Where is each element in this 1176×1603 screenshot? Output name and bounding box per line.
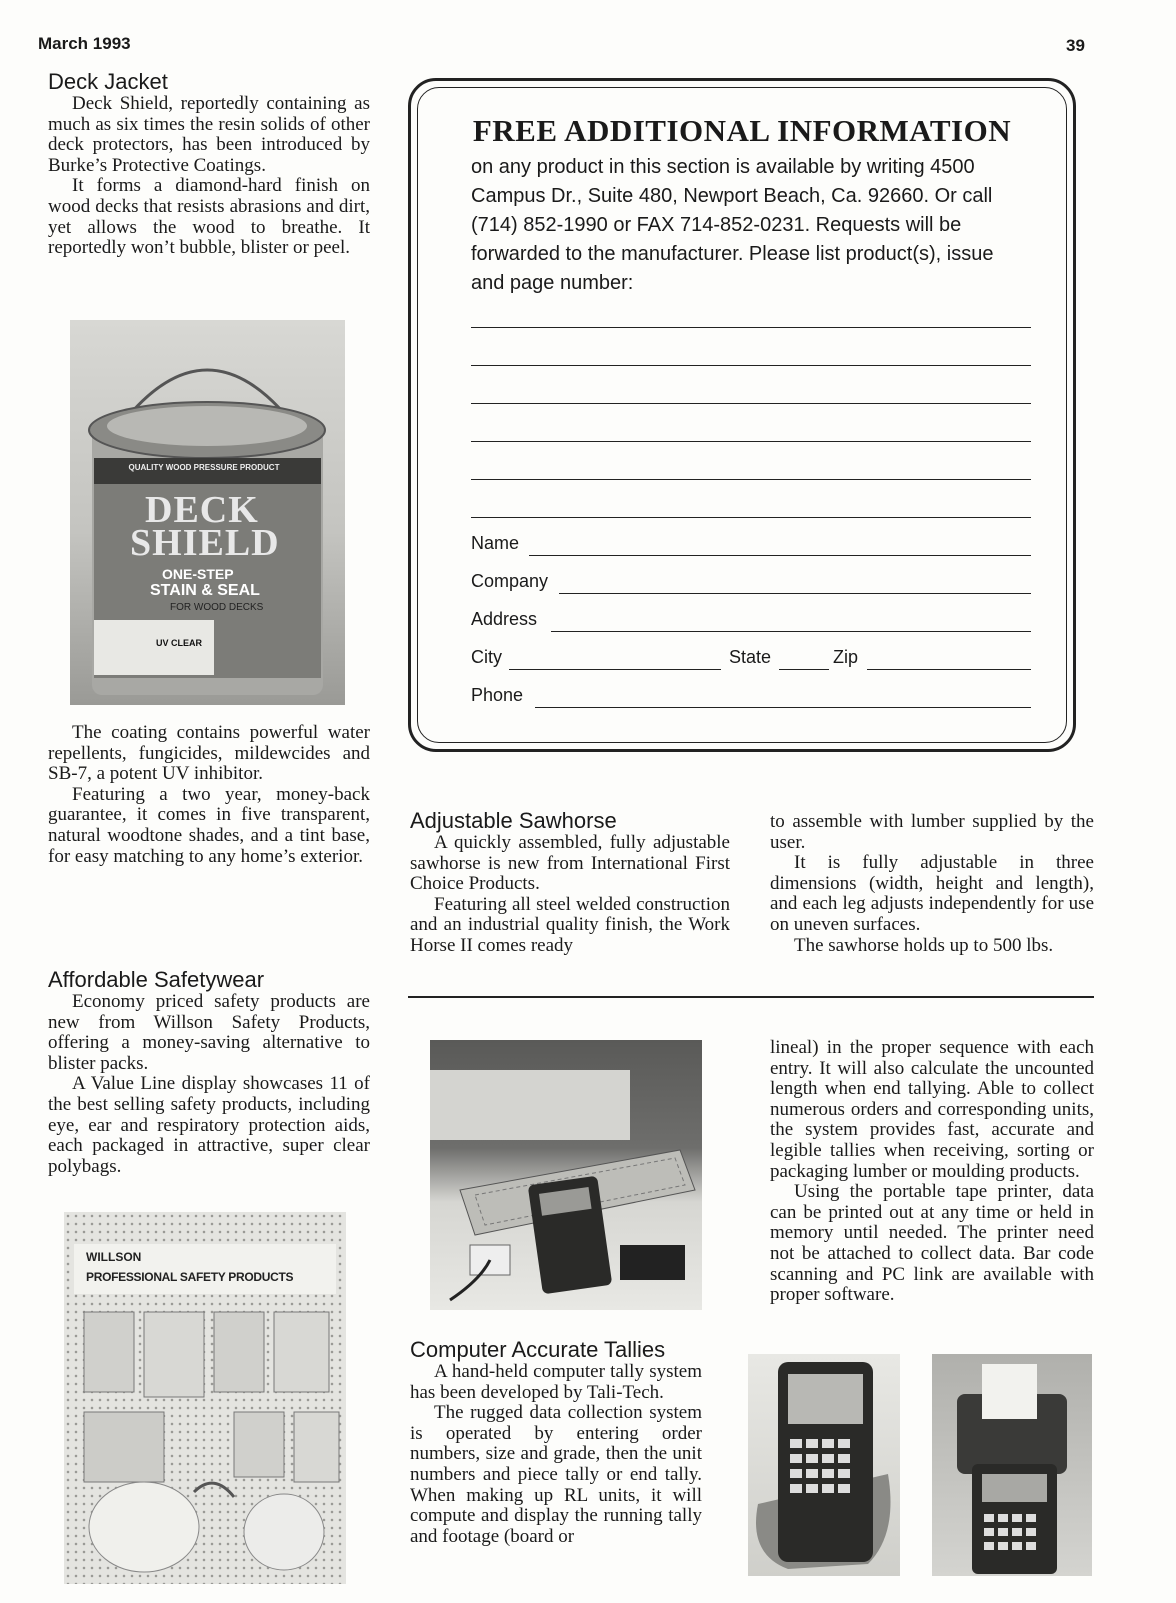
safetywear-paragraph-2: A Value Line display showcases 11 of the best selling safety products, including eye, ear and respiratory protection aids, each packaged in attractive, super clear polybags. xyxy=(48,1073,370,1177)
deck-jacket-continued xyxy=(48,723,370,867)
zip-label: Zip xyxy=(833,647,859,667)
keyboard-illustration xyxy=(430,1040,702,1310)
sawhorse-heading: Adjustable Sawhorse xyxy=(410,808,617,833)
can-shade-label: UV CLEAR xyxy=(156,638,203,648)
tallies-paragraph-3: lineal) in the proper sequence with each entry. It will also calculate the uncounted length when end tallying. Able to collect numerous orders and corresponding units, the system provides fast, accurate and legible tallies when receiving, sorting or packaging lumber or moulding products. xyxy=(770,1037,1094,1182)
tallies-paragraph-4: Using the portable tape printer, data can be printed out at any time or held in memory until needed. The printer need not be attached to collect data. Bar code scanning and PC link are available with proper software. xyxy=(770,1181,1094,1306)
zip-line[interactable] xyxy=(867,669,1031,670)
issue-date: March 1993 xyxy=(38,34,131,53)
tallies-heading: Computer Accurate Tallies xyxy=(410,1337,666,1362)
can-sub-stain-seal: STAIN & SEAL xyxy=(150,582,260,599)
city-line[interactable] xyxy=(509,669,721,670)
product-line-4[interactable] xyxy=(471,441,1031,442)
product-packs-illustration xyxy=(64,1302,346,1584)
product-line-1[interactable] xyxy=(471,327,1031,328)
company-line[interactable] xyxy=(559,593,1031,594)
sawhorse-paragraph-1: A quickly assembled, fully adjustable sawhorse is new from International First Choice Products. xyxy=(410,832,730,895)
handheld-illustration xyxy=(748,1354,900,1576)
section-divider xyxy=(408,996,1094,998)
printer-photo xyxy=(932,1354,1092,1576)
phone-label: Phone xyxy=(471,685,524,705)
tallies-paragraph-2: The rugged data collection system is operated by entering order numbers, size and grade, then the unit numbers and piece tally or end tally. When making up RL units, it will compute and display the running tally and footage (board or xyxy=(410,1402,702,1547)
product-line-3[interactable] xyxy=(471,403,1031,404)
deck-jacket-paragraph-2: It forms a diamond-hard finish on wood decks that resists abrasions and dirt, yet allows the wood to breathe. It reportedly won’t bubble, blister or peel. xyxy=(48,175,370,259)
can-brand-line: QUALITY WOOD PRESSURE PRODUCT xyxy=(128,463,280,472)
safetywear-paragraph-1: Economy priced safety products are new from Willson Safety Products, offering a money-saving alternative to blister packs. xyxy=(48,991,370,1074)
free-info-title: FREE ADDITIONAL INFORMATION xyxy=(472,113,1012,148)
sawhorse-paragraph-3: to assemble with lumber supplied by the user. xyxy=(770,811,1094,853)
address-label: Address xyxy=(471,609,538,629)
can-sub-wood-decks: FOR WOOD DECKS xyxy=(170,602,264,613)
product-line-2[interactable] xyxy=(471,365,1031,366)
deck-jacket-paragraph-1: Deck Shield, reportedly containing as much as six times the resin solids of other deck protectors, has been introduced by Burke’s Protective Coatings. xyxy=(48,93,370,176)
can-sub-one-step: ONE-STEP xyxy=(162,566,234,582)
deck-jacket-paragraph-4: Featuring a two year, money-back guarantee, it comes in five transparent, natural woodtone shades, and a tint base, for easy matching to any home’s exterior. xyxy=(48,783,370,867)
display-title: PROFESSIONAL SAFETY PRODUCTS xyxy=(86,1270,294,1284)
name-label: Name xyxy=(471,533,520,553)
safetywear-article xyxy=(48,968,370,1177)
sawhorse-article-col2 xyxy=(770,812,1094,956)
product-line-5[interactable] xyxy=(471,479,1031,480)
company-label: Company xyxy=(471,571,549,591)
tallies-article-col2 xyxy=(770,1038,1094,1306)
sawhorse-paragraph-2: Featuring all steel welded construction and an industrial quality finish, the Work Horse II comes ready xyxy=(410,893,730,956)
tally-computer-photo xyxy=(430,1040,702,1310)
deck-jacket-paragraph-3: The coating contains powerful water repellents, fungicides, mildewcides and SB-7, a potent UV inhibitor. xyxy=(48,722,370,785)
deck-shield-photo xyxy=(70,320,345,705)
sawhorse-paragraph-5: The sawhorse holds up to 500 lbs. xyxy=(794,934,1054,956)
page-number: 39 xyxy=(1066,36,1085,55)
display-brand: WILLSON xyxy=(86,1250,142,1264)
name-line[interactable] xyxy=(529,555,1031,556)
handheld-photo xyxy=(748,1354,900,1576)
product-line-6[interactable] xyxy=(471,517,1031,518)
printer-illustration xyxy=(932,1354,1092,1576)
tallies-paragraph-1: A hand-held computer tally system has been developed by Tali-Tech. xyxy=(410,1361,702,1403)
safetywear-heading: Affordable Safetywear xyxy=(48,967,265,992)
deck-jacket-article xyxy=(48,70,370,259)
can-title-shield: SHIELD xyxy=(130,522,280,564)
sawhorse-article xyxy=(410,809,730,957)
phone-line[interactable] xyxy=(535,707,1031,708)
tallies-article xyxy=(410,1338,702,1547)
address-line[interactable] xyxy=(551,631,1031,632)
state-line[interactable] xyxy=(779,669,829,670)
safety-display-photo xyxy=(64,1212,346,1584)
sawhorse-paragraph-4: It is fully adjustable in three dimensions (width, height and length), and each leg adjusts independently for use on uneven surfaces. xyxy=(770,852,1094,935)
free-info-box xyxy=(408,78,1076,752)
can-title-deck: DECK xyxy=(145,489,259,531)
deck-jacket-heading: Deck Jacket xyxy=(48,69,168,94)
free-info-text: on any product in this section is available by writing 4500 Campus Dr., Suite 480, Newport Beach, Ca. 92660. Or call (714) 852-1990 or FAX 714-852-0231. Requests will be forwarded to the manufacturer. Please list product(s), issue and page number: xyxy=(471,156,994,294)
state-label: State xyxy=(729,647,772,667)
city-label: City xyxy=(471,647,502,667)
